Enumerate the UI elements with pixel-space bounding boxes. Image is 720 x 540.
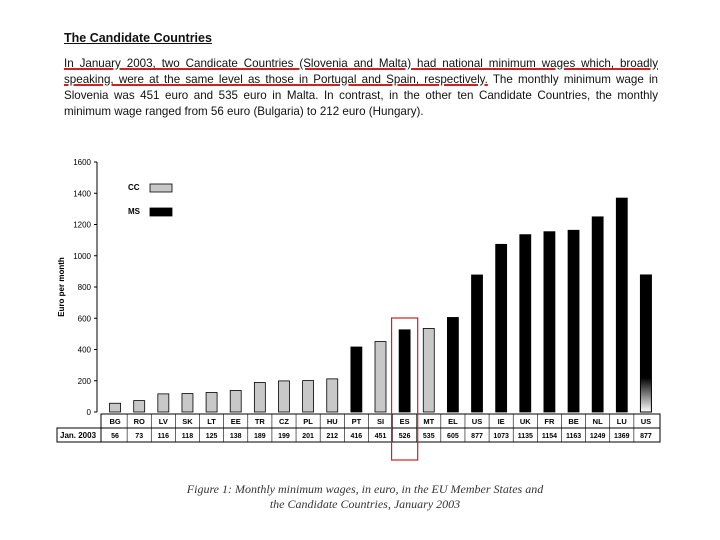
y-tick-label: 1600 [73, 158, 91, 167]
category-label: NL [592, 417, 603, 426]
value-label: 116 [157, 433, 169, 440]
value-label: 212 [326, 433, 339, 440]
bar-uk [520, 235, 531, 412]
category-label: RO [133, 417, 145, 426]
y-tick-label: 600 [77, 314, 91, 324]
category-label: US [471, 417, 483, 426]
category-label: US [640, 417, 652, 426]
bar-bg [110, 403, 121, 412]
value-label: 73 [135, 433, 144, 440]
value-label: 1135 [517, 433, 533, 440]
category-label: CZ [278, 417, 289, 426]
category-label: EL [448, 417, 458, 426]
category-label: BG [109, 417, 121, 426]
bar-sk [182, 394, 193, 412]
y-tick-label: 800 [77, 283, 91, 292]
value-label: 526 [398, 433, 411, 440]
value-label: 56 [111, 433, 119, 440]
value-label: 1154 [541, 433, 558, 440]
bar-pt [351, 347, 362, 412]
intro-paragraph [64, 56, 658, 120]
category-label: EE [230, 417, 241, 426]
minimum-wage-chart [0, 150, 720, 470]
value-label: 1369 [614, 433, 630, 440]
category-label: PT [351, 417, 362, 426]
bar-el [447, 317, 458, 412]
bar-ee [230, 390, 241, 412]
category-label: LU [616, 417, 627, 426]
category-label: SI [376, 417, 385, 426]
bar-be [568, 230, 579, 412]
value-label: 199 [278, 433, 290, 440]
category-label: IE [497, 417, 505, 426]
category-label: BE [568, 417, 579, 426]
category-label: MT [423, 417, 435, 426]
value-label: 877 [640, 433, 652, 440]
value-label: 416 [350, 433, 363, 440]
y-axis-label: Euro per month [57, 257, 66, 317]
bar-mt [423, 328, 434, 412]
bar-cz [278, 381, 289, 412]
value-label: 877 [471, 433, 483, 440]
value-label: 1073 [493, 433, 509, 440]
y-tick-label: 0 [86, 408, 91, 417]
bar-us [640, 275, 651, 412]
category-label: UK [519, 417, 531, 426]
value-label: 138 [229, 433, 242, 440]
value-label: 605 [447, 433, 459, 440]
legend-label-cc: CC [128, 183, 140, 192]
value-label: 189 [254, 433, 266, 440]
value-label: 1163 [565, 433, 582, 440]
bar-pl [303, 381, 314, 412]
highlighted-sentence: In January 2003, two Candicate Countries (Slovenia and Malta) had national minimum wages which, broadly speaking, were at the same level as those in Portugal and Spain, respectively. [64, 57, 658, 86]
y-tick-label: 1000 [73, 251, 91, 261]
category-label: FR [544, 417, 555, 426]
bar-nl [592, 217, 603, 412]
bar-es [399, 330, 410, 412]
bar-lu [616, 198, 627, 412]
y-tick-label: 200 [77, 376, 91, 386]
value-label: 201 [302, 433, 314, 440]
row-label: Jan. 2003 [60, 431, 97, 440]
caption-line-1: Figure 1: Monthly minimum wages, in euro, in the EU Member States and [186, 482, 544, 496]
legend-label-ms: MS [128, 207, 140, 216]
category-label: PL [303, 417, 313, 426]
bar-si [375, 342, 386, 412]
value-label: 535 [422, 433, 435, 440]
legend-swatch-cc [150, 184, 172, 192]
value-label: 125 [205, 433, 218, 440]
bar-hu [327, 379, 338, 412]
legend-swatch-ms [150, 208, 172, 216]
bar-us [472, 275, 483, 412]
page-heading: The Candidate Countries [64, 31, 212, 45]
category-label: LT [207, 417, 216, 426]
value-label: 118 [181, 433, 194, 440]
figure-caption [180, 482, 550, 512]
bar-fr [544, 232, 555, 412]
bar-lv [158, 394, 169, 412]
category-label: TR [254, 417, 265, 426]
bar-ie [496, 244, 507, 412]
value-label: 451 [374, 433, 387, 440]
bar-ro [134, 401, 145, 412]
bar-lt [206, 392, 217, 412]
category-label: LV [158, 417, 168, 426]
bar-tr [254, 382, 265, 412]
paragraph-rest: The monthly minimum wage in Slovenia was 451 euro and 535 euro in Malta. In contrast, in the other ten Candidate Countries, the monthly minimum wage ranged from 56 euro (Bulgaria) to 212 euro (Hungary). [64, 73, 659, 118]
y-tick-label: 400 [77, 345, 91, 355]
value-label: 1249 [589, 433, 606, 440]
y-tick-label: 1400 [73, 189, 91, 199]
category-label: HU [326, 417, 338, 426]
category-label: ES [399, 417, 410, 426]
caption-line-2: the Candidate Countries, January 2003 [269, 497, 461, 511]
category-label: SK [182, 417, 193, 426]
y-tick-label: 1200 [73, 220, 91, 230]
